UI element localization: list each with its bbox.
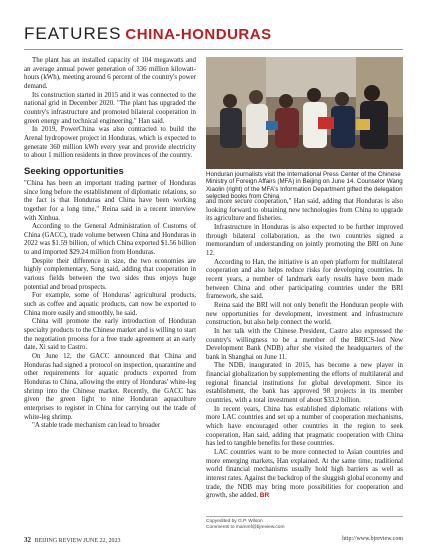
right-paragraph: Reina said the BRI will not only benefit the Honduran people with new opportunities for development, investment and infrastructure construction, but also help connect the world. bbox=[206, 301, 403, 327]
right-paragraph: In her talk with the Chinese President, Castro also expressed the country's willingness to be a member of the BRICS-led New Development Bank (NDB) after she visited the headquarters of the bank in Shanghai on June 11. bbox=[206, 327, 403, 361]
section-title: FEATURES bbox=[24, 24, 122, 43]
page-footer bbox=[24, 536, 403, 546]
header-rule bbox=[24, 49, 403, 50]
article-photo bbox=[206, 57, 403, 169]
left-paragraph: For example, some of Honduras' agricultural products, such as coffee and aquatic products, can now be exported to China more easily and smoothly, he said. bbox=[24, 292, 196, 317]
left-paragraph: Its construction started in 2015 and it was connected to the national grid in December 2020. "The plant has upgraded the country's infrastructure and promoted bilateral cooperation in green energy and technical engineering," Han said. bbox=[24, 91, 196, 125]
last-paragraph-text: LAC countries want to be more connected to Asian countries and more emerging markets, Han explained. At the same time, traditional world financial mechanisms usually hold high barriers as well as interest rates. Against the backdrop of the sluggish global economy and trade, the NDB may bring more possibilities for cooperation and growth, she added. bbox=[206, 449, 403, 500]
left-paragraph: The plant has an installed capacity of 104 megawatts and an average annual power generation of 336 million kilowatt-hours (kWh), meeting around 6 percent of the country's power demand. bbox=[24, 57, 196, 90]
section-topic: CHINA-HONDURAS bbox=[125, 26, 272, 43]
website-url[interactable]: http://www.bjreview.com bbox=[342, 536, 403, 542]
photo-illustration bbox=[206, 57, 403, 169]
br-end-mark: BR bbox=[259, 492, 270, 500]
subheading: Seeking opportunities bbox=[24, 165, 124, 177]
copyeditor-credit: Copyedited by G.P. Wilson bbox=[206, 519, 263, 524]
page-number: 32 bbox=[24, 536, 31, 544]
right-paragraph: In recent years, China has established diplomatic relations with more LAC countries and set up a number of cooperation mechanisms, which have encouraged other countries in the region to seek cooperation, Han said, adding that pragmatic cooperation with China has led to tangible benefits for these countries. bbox=[206, 405, 403, 448]
footer-left bbox=[24, 536, 121, 544]
left-paragraph: On June 12, the GACC announced that China and Honduras had signed a protocol on inspection, quarantine and other requirements for aquatic products exported from Honduras to China, allowing the entry of Honduras' white-leg shrimp into the Chinese market. Recently, the GACC has given the green light to nine Honduran aquaculture enterprises to register in China for carrying out the trade of white-leg shrimp. bbox=[24, 353, 196, 421]
left-paragraph: China will promote the early introduction of Honduran specialty products to the Chinese market and is willing to start the negotiation process for a free trade agreement at an early date, Xi said to Castro. bbox=[24, 318, 196, 352]
right-paragraph: Infrastructure in Honduras is also expected to be further improved through bilateral collaboration, as the two countries signed a memorandum of understanding on jointly promoting the BRI on June 12. bbox=[206, 223, 403, 257]
comments-email: Comments to mammf@bjreview.com bbox=[206, 524, 285, 530]
right-paragraph: According to Han, the initiative is an open platform for multilateral cooperation and also helps reduce risks for developing countries. In recent years, a number of landmark early results have been made between China and other participating countries under the BRI framework, she said. bbox=[206, 258, 403, 301]
publication-name: BEIJING REVIEW JUNE 22, 2023 bbox=[34, 538, 121, 544]
left-column bbox=[24, 57, 196, 527]
right-paragraph: The NDB, inaugurated in 2015, has become a new player in financial globalization by supplementing the efforts of multilateral and regional financial institutions for global development. Since its establishment, the bank has approved 98 projects in its member countries, with a total investment of about $33.2 billion. bbox=[206, 362, 403, 405]
article-credits bbox=[206, 516, 403, 530]
photo-caption: Honduran journalists visit the International Press Center of the Chinese Ministry of Foreign Affairs (MFA) in Beijing on June 14. Counselor Wang Xiaolin (right) of the MFA's Information Department gifted the delegation selected books from China bbox=[206, 171, 403, 200]
left-paragraph: In 2019, PowerChina was also contracted to build the Arenal hydropower project in Honduras, which is expected to generate 360 million kWh every year and provide electricity to about 1 million residents in three provinces of the country. bbox=[24, 126, 196, 160]
left-paragraph: "China has been an important trading partner of Honduras since long before the establishment of diplomatic relations, so the fact is that Honduras and China have been working together for a long time," Reina said in a recent interview with Xinhua. bbox=[24, 179, 196, 222]
right-paragraph-last bbox=[206, 449, 403, 501]
page-header bbox=[24, 24, 403, 46]
right-paragraph: and more secure cooperation," Han said, adding that Honduras is also looking forward to obtaining new technologies from China to upgrade its agriculture and fisheries. bbox=[206, 198, 403, 223]
right-column bbox=[206, 198, 403, 518]
left-paragraph: According to the General Administration of Customs of China (GACC), trade volume between China and Honduras in 2022 was $1.59 billion, of which China exported $1.56 billion to and imported $29.24 million from Honduras. bbox=[24, 223, 196, 257]
left-paragraph: "A stable trade mechanism can lead to broader bbox=[32, 422, 161, 430]
left-paragraph: Despite their difference in size, the two economies are highly complementary, Song said, adding that cooperation in various fields between the two sides thus enjoys huge potential and broad prospects. bbox=[24, 257, 196, 291]
